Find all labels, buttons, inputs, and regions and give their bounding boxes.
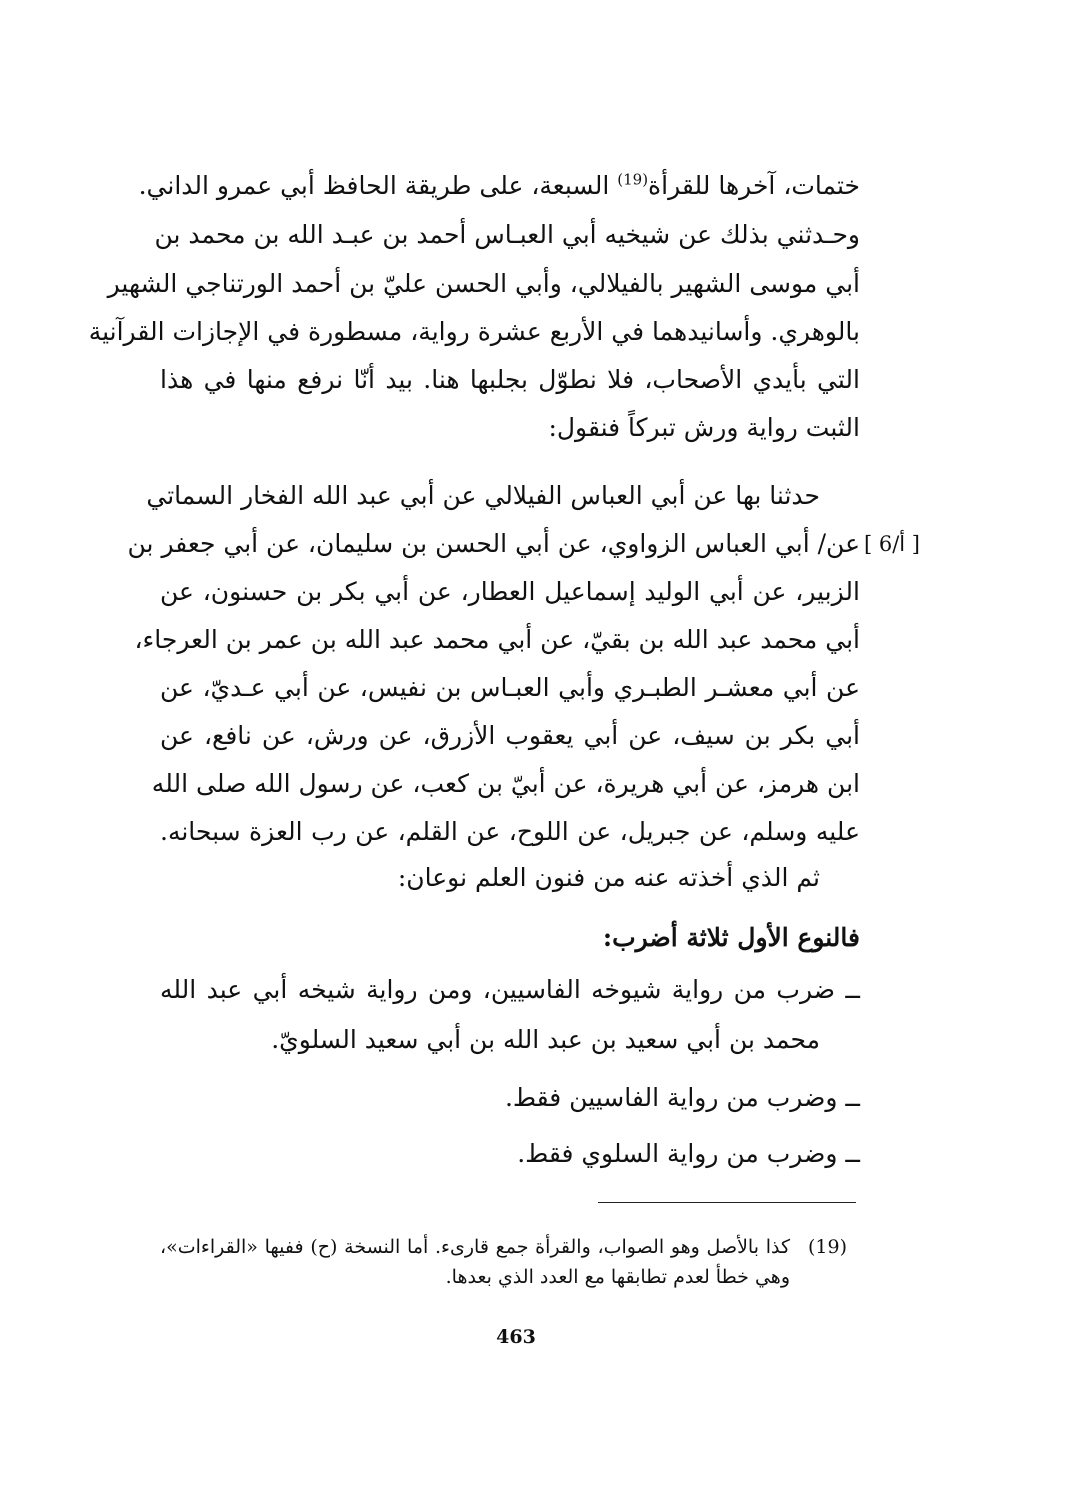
intro-line: ثم الذي أخذته عنه من فنون العلم نوعان: — [397, 863, 820, 892]
text-line: التي بأيدي الأصحاب، فلا نطوّل بجلبها هنا. بيد أنّا نرفع منها في هذا — [160, 365, 860, 394]
text-line: عن/ أبي العباس الزواوي، عن أبي الحسن بن سليمان، عن أبي جعفر بن — [127, 529, 860, 558]
footnote-line: وهي خطأ لعدم تطابقها مع العدد الذي بعدها. — [445, 1266, 790, 1288]
text-line: وحـدثني بذلك عن شيخيه أبي العبـاس أحمد بن عبـد الله بن محمد بن — [154, 220, 860, 249]
text-line: ختمات، آخرها للقرأة$^{(19)}$ السبعة، على طريقة الحافظ أبي عمرو الداني. — [138, 170, 860, 200]
footnote-line: كذا بالأصل وهو الصواب، والقرأة جمع قارىء. أما النسخة (ح) ففيها «القراءات»، — [160, 1236, 790, 1258]
text-line: أبي موسى الشهير بالفيلالي، وأبي الحسن عليّ بن أحمد الورتناجي الشهير — [107, 269, 860, 298]
section-heading: فالنوع الأول ثلاثة أضرب: — [602, 923, 860, 952]
text-line: ابن هرمز، عن أبي هريرة، عن أبيّ بن كعب، عن رسول الله صلى الله — [151, 769, 860, 798]
text-line: الزبير، عن أبي الوليد إسماعيل العطار، عن أبي بكر بن حسنون، عن — [160, 577, 860, 606]
text-line: أبي بكر بن سيف، عن أبي يعقوب الأزرق، عن ورش، عن نافع، عن — [160, 721, 860, 750]
list-item: ــ ضرب من رواية شيوخه الفاسيين، ومن رواية شيخه أبي عبد الله — [160, 975, 860, 1004]
text-line: أبي محمد عبد الله بن بقيّ، عن أبي محمد عبد الله بن عمر بن العرجاء، — [134, 625, 860, 654]
list-item: ــ وضرب من رواية السلوي فقط. — [517, 1139, 860, 1168]
folio-margin-note: [ 6/أ ] — [863, 532, 920, 556]
list-item-continuation: محمد بن أبي سعيد بن عبد الله بن أبي سعيد السلويّ. — [271, 1025, 820, 1054]
text-line: عن أبي معشـر الطبـري وأبي العبـاس بن نفيس، عن أبي عـديّ، عن — [160, 673, 860, 702]
text-line: عليه وسلم، عن جبريل، عن اللوح، عن القلم، عن رب العزة سبحانه. — [160, 817, 860, 846]
text-line: حدثنا بها عن أبي العباس الفيلالي عن أبي عبد الله الفخار السماتي — [146, 481, 820, 510]
footnote-separator — [598, 1202, 856, 1203]
text-line: الثبت رواية ورش تبركاً فنقول: — [548, 413, 860, 442]
list-item: ــ وضرب من رواية الفاسيين فقط. — [504, 1083, 860, 1112]
page-number: 463 — [496, 1326, 536, 1348]
footnote-number: (19) — [808, 1236, 848, 1258]
footnote-ref: (19) — [617, 170, 649, 189]
text-line: بالوهري. وأسانيدهما في الأربع عشرة رواية، مسطورة في الإجازات القرآنية — [88, 317, 860, 346]
